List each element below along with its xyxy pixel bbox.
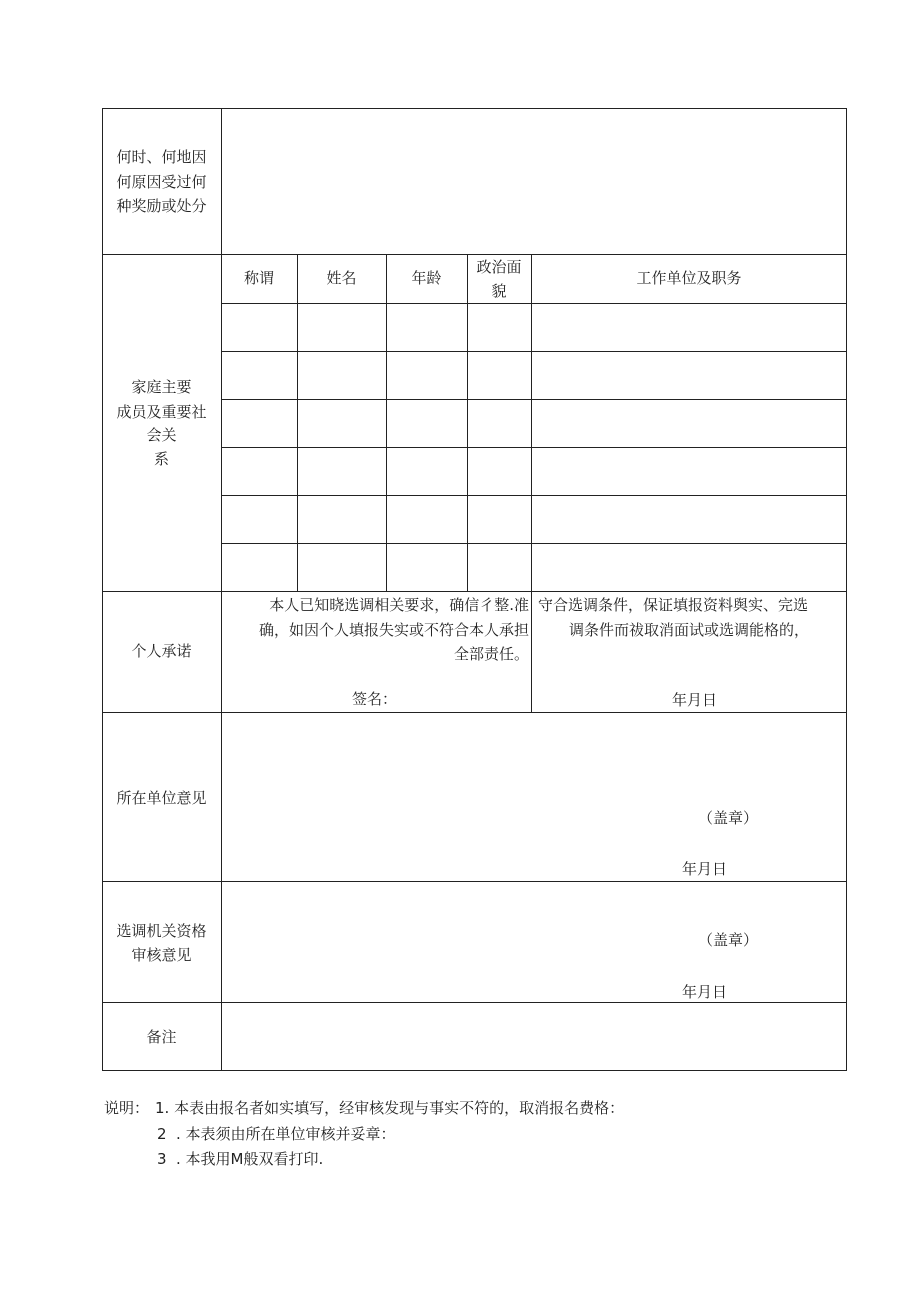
review-seal-label: （盖章） — [698, 931, 759, 949]
family-label-line: 系 — [153, 450, 169, 468]
header-political: 貌 — [491, 282, 507, 300]
row-divider — [221, 351, 847, 352]
family-label-line: 会关 — [146, 426, 177, 444]
commitment-text-left: 全部责任。 — [453, 645, 529, 663]
review-opinion-date: 年月日 — [682, 983, 728, 1001]
remarks-input-area[interactable] — [222, 1003, 846, 1070]
commitment-text-left: 确，如因个人填报失实或不符合本人承担 — [258, 621, 529, 639]
remarks-label: 备注 — [146, 1028, 177, 1046]
row-divider — [221, 543, 847, 544]
header-name: 姓名 — [326, 269, 357, 287]
family-label-line: 成员及重要社 — [116, 403, 207, 421]
notes-prefix: 说明： — [104, 1099, 150, 1117]
commitment-date: 年月日 — [672, 691, 718, 709]
unit-opinion-date: 年月日 — [682, 860, 728, 878]
row-divider — [221, 447, 847, 448]
header-political: 政治面 — [476, 258, 522, 276]
rewards-label-line: 何时、何地因 — [116, 148, 207, 166]
note-item-3-number: 3 — [157, 1150, 167, 1168]
signature-label: 签名： — [352, 690, 398, 708]
header-work-unit: 工作单位及职务 — [636, 269, 742, 287]
column-divider — [297, 254, 298, 591]
row-divider — [102, 254, 847, 255]
column-divider — [386, 254, 387, 591]
family-label-line: 家庭主要 — [131, 378, 192, 396]
note-item-2: . 本表须由所在単位审核并妥章： — [176, 1125, 396, 1143]
rewards-label-line: 种奖励或处分 — [116, 197, 207, 215]
note-item-1: 1. 本表由报名者如实填写，经审核发现与事实不符的，取消报名费格： — [155, 1099, 625, 1117]
header-age: 年龄 — [411, 269, 442, 287]
unit-seal-label: （盖章） — [698, 809, 759, 827]
unit-opinion-label: 所在单位意见 — [116, 789, 207, 807]
row-divider — [102, 591, 847, 592]
commitment-label: 个人承诺 — [131, 642, 192, 660]
rewards-label-line: 何原因受过何 — [116, 173, 207, 191]
note-item-2-number: 2 — [157, 1125, 167, 1143]
column-divider — [531, 254, 532, 712]
row-divider — [221, 399, 847, 400]
row-divider — [221, 303, 847, 304]
column-divider — [467, 254, 468, 591]
review-opinion-label-line: 选调机关资格 — [116, 922, 207, 940]
note-item-3: . 本我用M般双看打印. — [176, 1150, 324, 1168]
commitment-text-right: 守合选调条件，保证填报资料舆实、完选 — [538, 596, 809, 614]
header-relation: 称谓 — [243, 269, 274, 287]
unit-opinion-input-area[interactable] — [222, 713, 846, 880]
row-divider — [221, 495, 847, 496]
commitment-text-left: 本人已知晓选调相关要求，确信彳整.准 — [269, 596, 529, 614]
review-opinion-label-line: 审核意见 — [131, 946, 192, 964]
commitment-text-right: 调条件而祓取消面试或选调能格的， — [568, 621, 809, 639]
rewards-input-area[interactable] — [222, 109, 846, 253]
